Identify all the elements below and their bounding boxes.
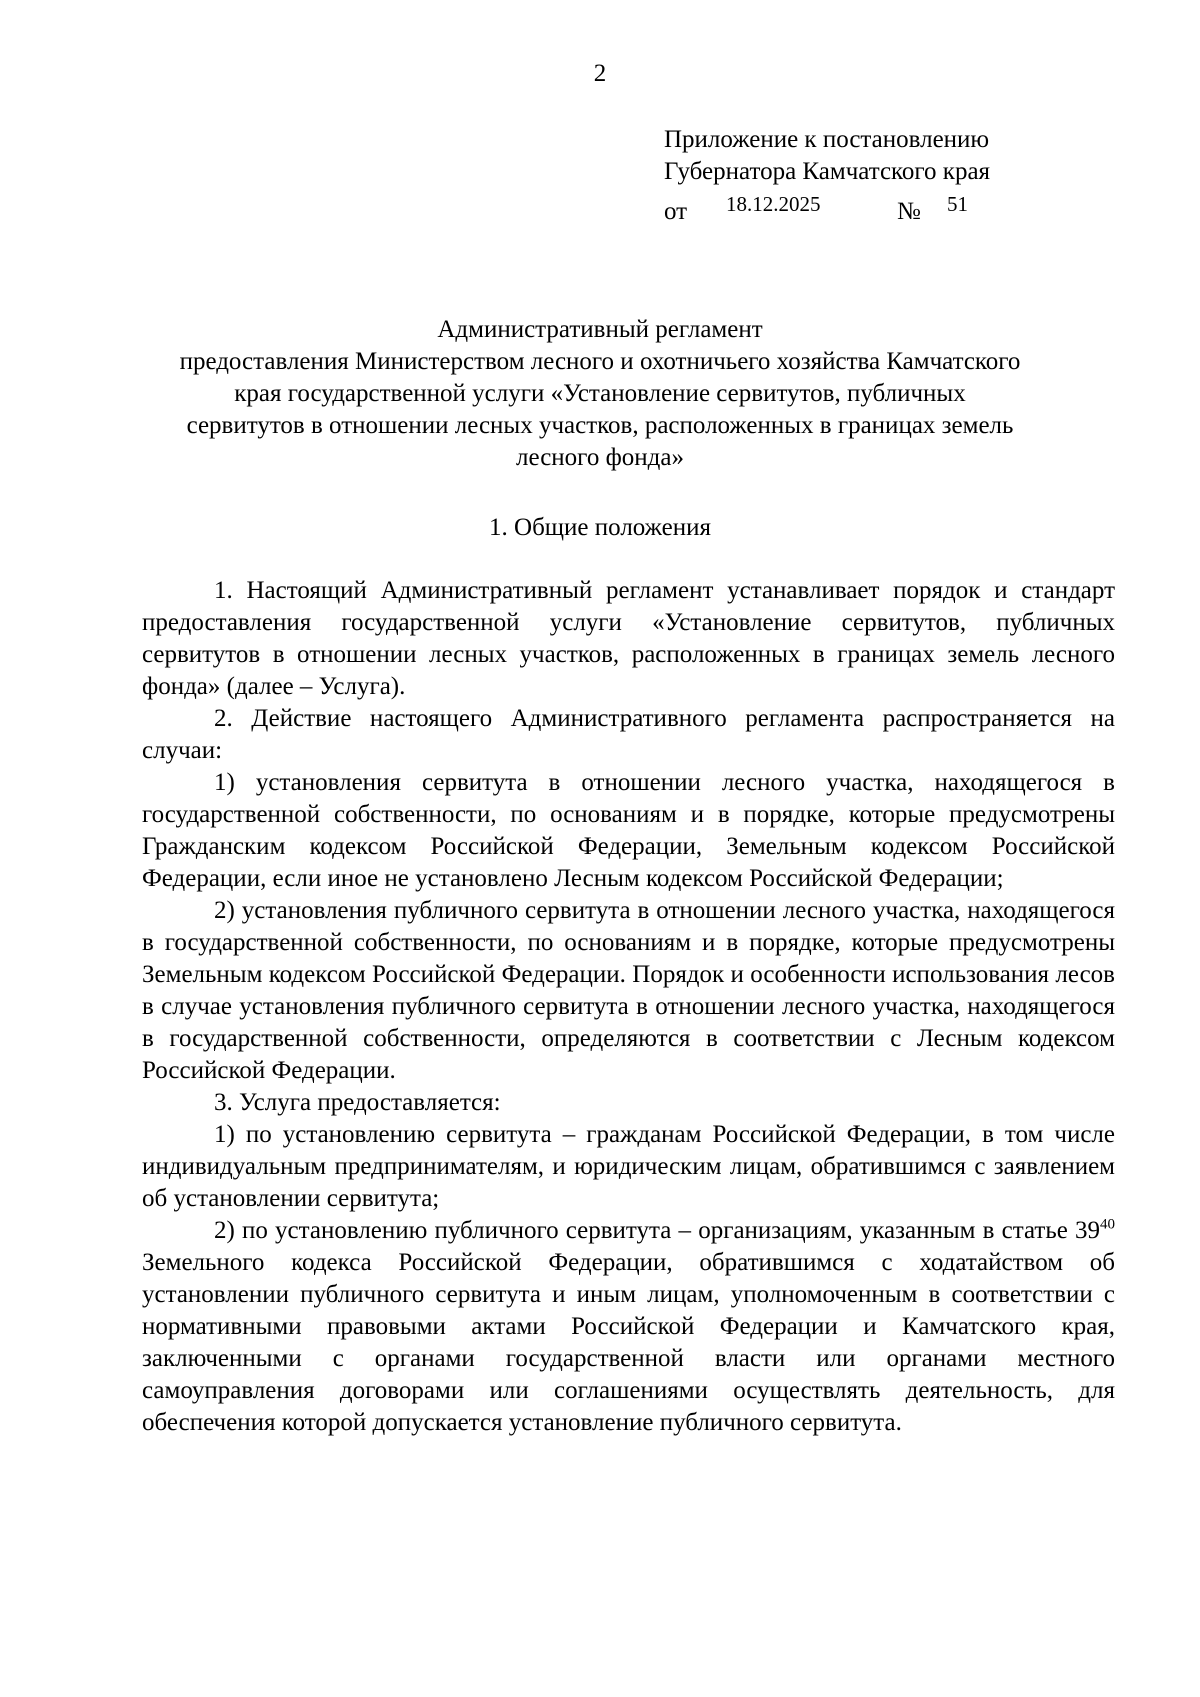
date-prefix: от <box>664 198 688 225</box>
resolution-date: 18.12.2025 <box>726 192 821 216</box>
paragraph-2-item-1: 1) установления сервитута в отношении лесного участка, находящегося в государственной собственности, по основаниям и в порядке, которые предусмотрены Гражданским кодексом Российской Федерации, Земельным кодексом Российской Федерации, если иное не установлено Лесным кодексом Российской Федерации; <box>142 769 1115 892</box>
document-body <box>142 575 1115 1439</box>
paragraph-3: 3. Услуга предоставляется: <box>214 1089 501 1116</box>
paragraph-3-item-2-end: Земельного кодекса Российской Федерации, обратившимся с ходатайством об установлении публичного сервитута и иным лицам, уполномоченным в соответствии с нормативными правовыми актами Российской Федерации и Камчатского края, заключенными с органами государственной власти или органами местного самоуправления договорами или соглашениями осуществлять деятельность, для обеспечения которой допускается установление публичного сервитута. <box>142 1249 1115 1436</box>
title-line-2: предоставления Министерством лесного и охотничьего хозяйства Камчатского <box>179 348 1021 375</box>
article-superscript: 40 <box>1100 1216 1115 1233</box>
paragraph-3-item-1: 1) по установлению сервитута – гражданам Российской Федерации, в том числе индивидуальным предпринимателям, и юридическим лицам, обратившимся с заявлением об установлении сервитута; <box>142 1121 1115 1212</box>
attachment-line-1: Приложение к постановлению <box>664 126 990 153</box>
document-title <box>0 314 1200 474</box>
attachment-line-2: Губернатора Камчатского края <box>664 158 991 185</box>
title-line-3: края государственной услуги «Установление сервитутов, публичных <box>234 380 966 407</box>
attachment-block <box>664 124 1164 225</box>
page-number: 2 <box>593 60 607 87</box>
paragraph-2: 2. Действие настоящего Административного регламента распространяется на случаи: <box>142 705 1115 764</box>
paragraph-1: 1. Настоящий Административный регламент устанавливает порядок и стандарт предоставления государственной услуги «Установление сервитутов, публичных сервитутов в отношении лесных участков, расположенных в границах земель лесного фонда» (далее – Услуга). <box>142 577 1115 700</box>
attachment-date-line <box>664 188 1164 225</box>
resolution-number: 51 <box>947 192 968 216</box>
title-line-1: Административный регламент <box>437 316 763 343</box>
section-heading: 1. Общие положения <box>489 514 711 541</box>
paragraph-3-item-2 <box>142 1215 1115 1439</box>
title-line-5: лесного фонда» <box>516 444 684 471</box>
paragraph-2-item-2: 2) установления публичного сервитута в отношении лесного участка, находящегося в государственной собственности, по основаниям и в порядке, которые предусмотрены Земельным кодексом Российской Федерации. Порядок и особенности использования лесов в случае установления публичного сервитута в отношении лесного участка, находящегося в государственной собственности, определяются в соответствии с Лесным кодексом Российской Федерации. <box>142 897 1115 1084</box>
title-line-4: сервитутов в отношении лесных участков, расположенных в границах земель <box>186 412 1014 439</box>
number-sign: № <box>897 198 921 225</box>
paragraph-3-item-2-start: 2) по установлению публичного сервитута – организациям, указанным в статье 39 <box>214 1217 1100 1244</box>
